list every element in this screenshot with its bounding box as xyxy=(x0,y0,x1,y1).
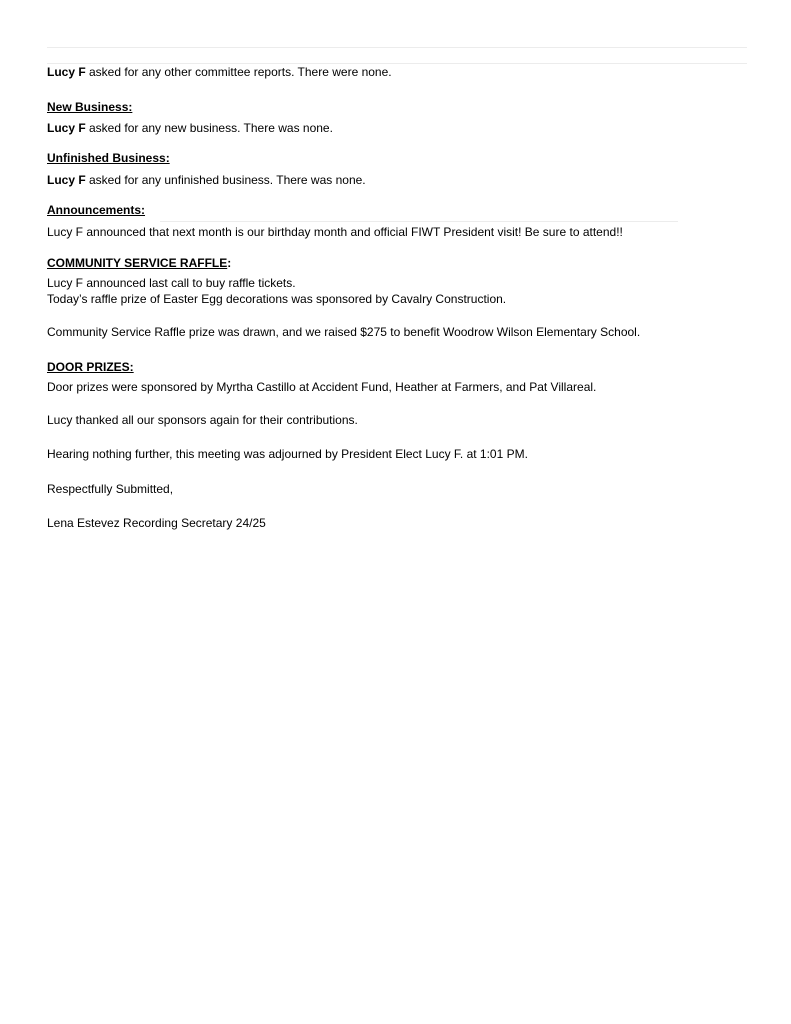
top-divider-2 xyxy=(47,63,747,64)
top-divider xyxy=(47,47,747,48)
closing-text: Respectfully Submitted, xyxy=(47,482,174,496)
raffle-heading: COMMUNITY SERVICE RAFFLE xyxy=(47,256,228,270)
committee-name: Lucy F xyxy=(47,65,86,79)
raffle-heading-colon: : xyxy=(227,256,232,270)
unfinished-business-name: Lucy F xyxy=(47,173,86,187)
door-prizes-heading: DOOR PRIZES: xyxy=(47,360,134,374)
raffle-line-3: Community Service Raffle prize was drawn, and we raised $275 to benefit Woodrow Wilson Elementary School. xyxy=(47,325,641,339)
unfinished-business-line xyxy=(47,173,366,188)
committee-text: asked for any other committee reports. There were none. xyxy=(85,65,392,79)
adjourn-text: Hearing nothing further, this meeting was adjourned by President Elect Lucy F. at 1:01 PM. xyxy=(47,447,528,461)
unfinished-business-text: asked for any unfinished business. There was none. xyxy=(85,173,366,187)
unfinished-business-heading: Unfinished Business: xyxy=(47,151,170,165)
thanks-text: Lucy thanked all our sponsors again for their contributions. xyxy=(47,413,358,427)
signature-text: Lena Estevez Recording Secretary 24/25 xyxy=(47,516,266,530)
new-business-heading: New Business: xyxy=(47,100,133,114)
door-prizes-text: Door prizes were sponsored by Myrtha Castillo at Accident Fund, Heather at Farmers, and Pat Villareal. xyxy=(47,380,597,394)
raffle-line-1: Lucy F announced last call to buy raffle tickets. xyxy=(47,276,296,290)
raffle-line-2: Today’s raffle prize of Easter Egg decorations was sponsored by Cavalry Construction. xyxy=(47,292,507,306)
new-business-name: Lucy F xyxy=(47,121,86,135)
new-business-text: asked for any new business. There was none. xyxy=(85,121,333,135)
announcements-heading: Announcements: xyxy=(47,203,146,217)
announcements-divider xyxy=(160,221,678,222)
raffle-heading-line xyxy=(47,256,231,271)
announcements-text: Lucy F announced that next month is our birthday month and official FIWT President visit! Be sure to attend!! xyxy=(47,225,623,239)
committee-reports-line xyxy=(47,65,392,80)
new-business-line xyxy=(47,121,333,136)
